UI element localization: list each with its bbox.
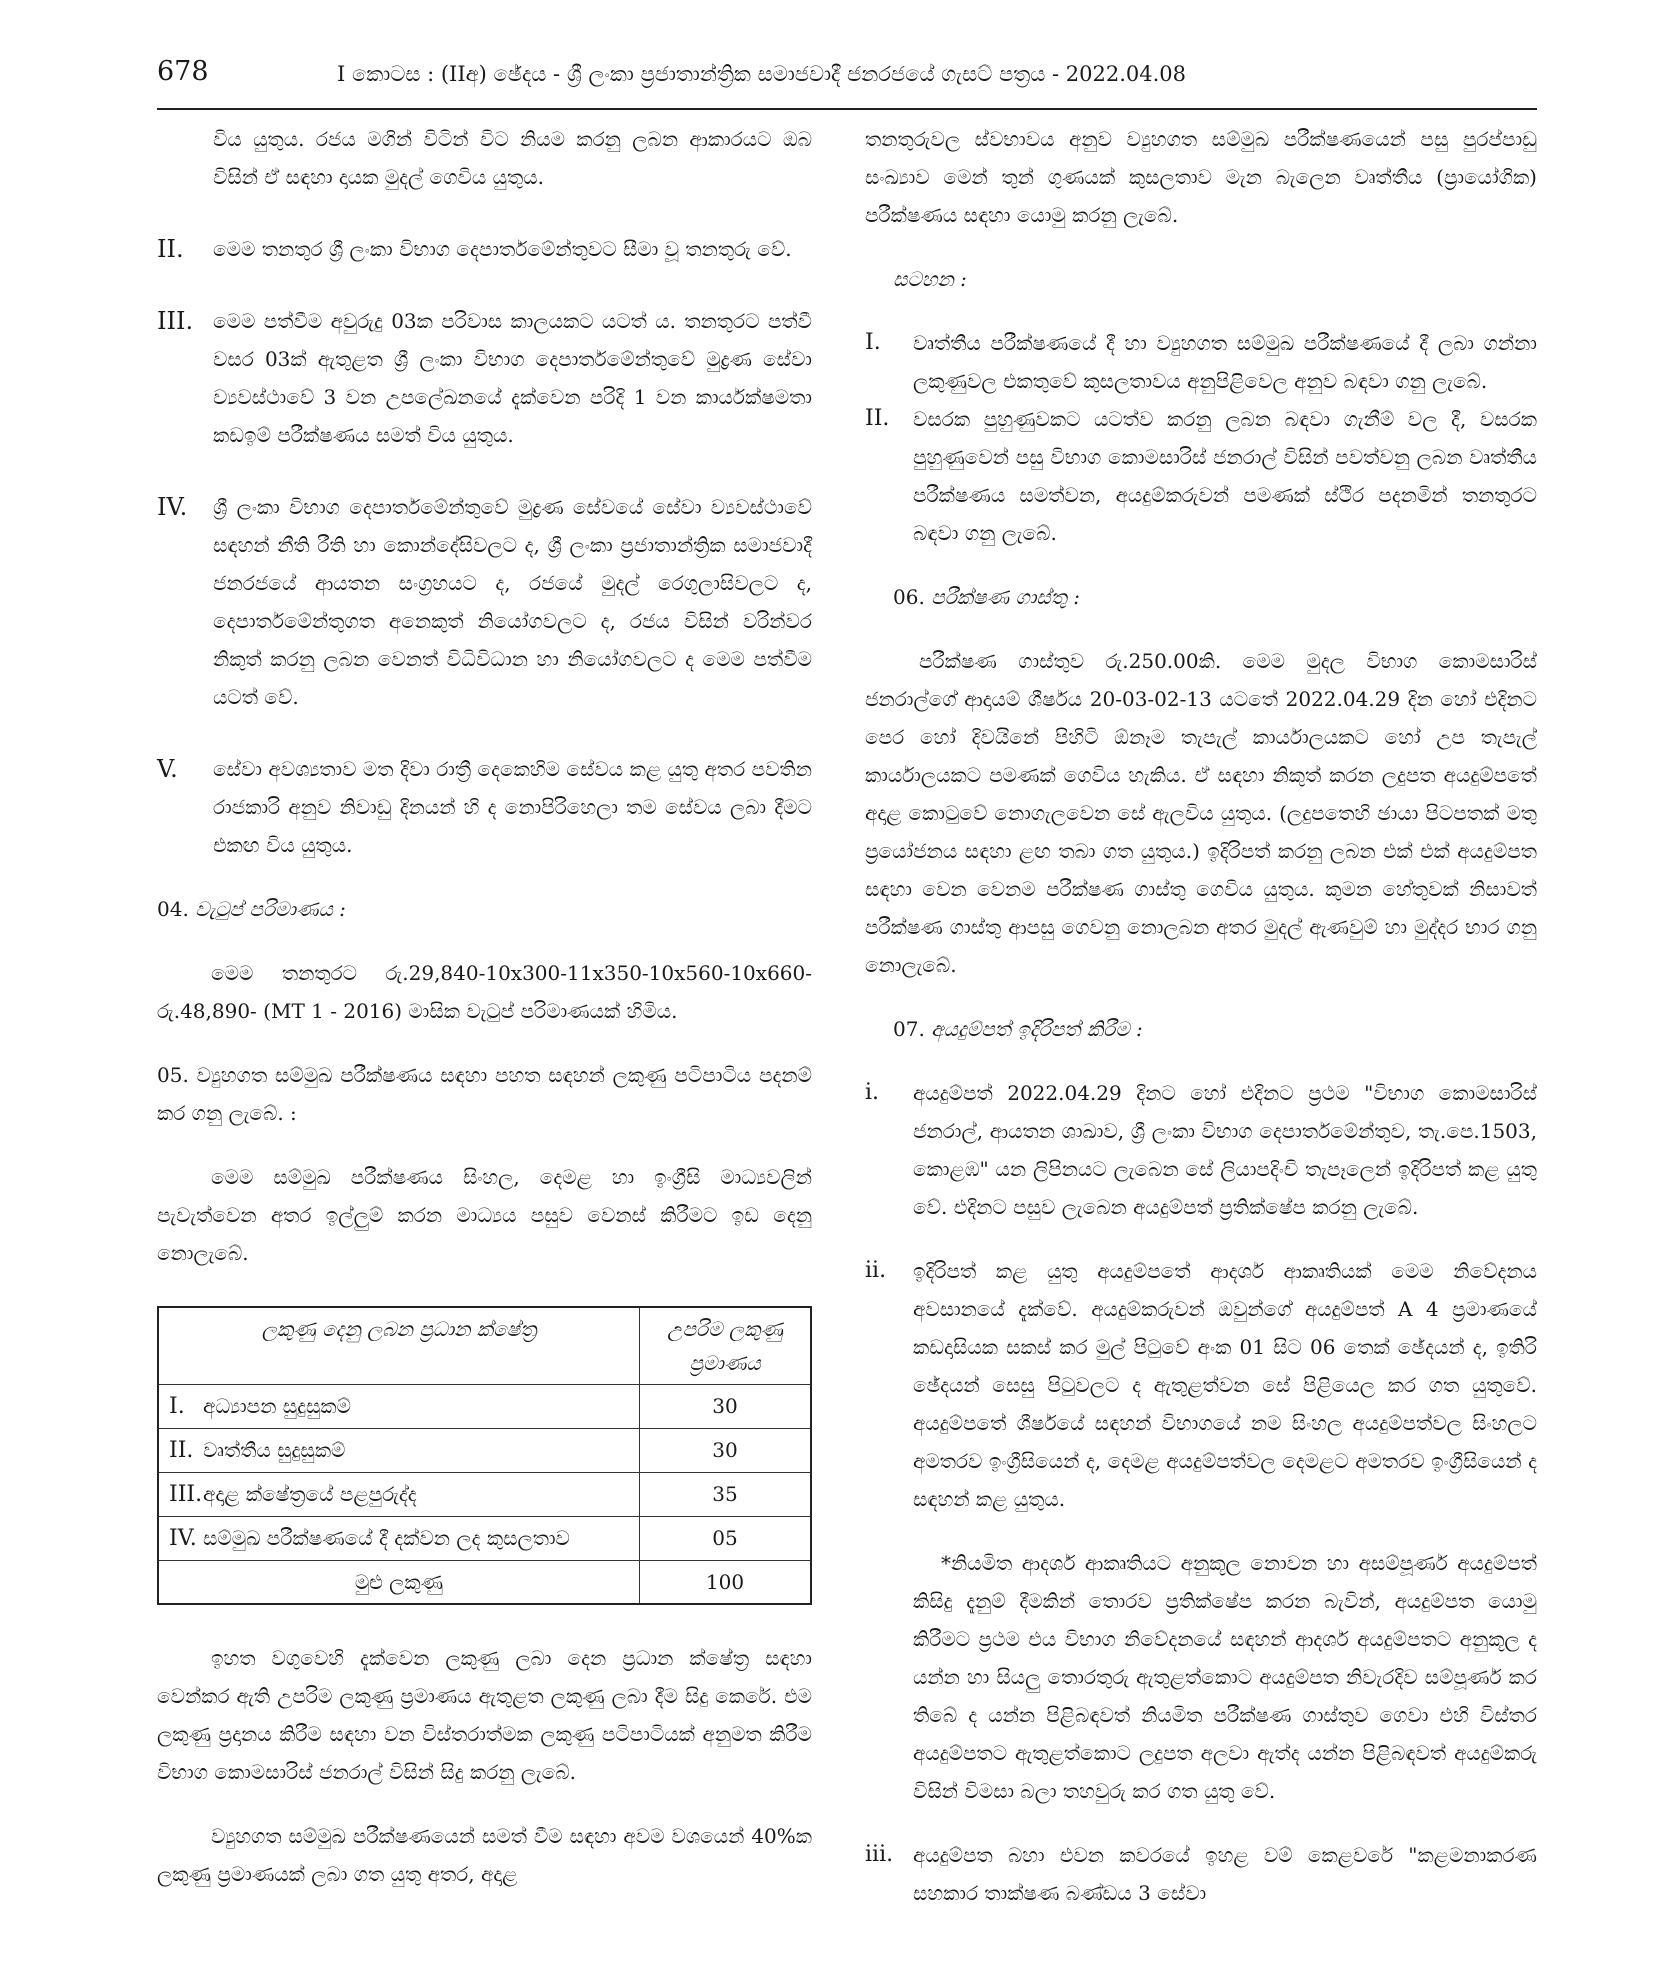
item-number: V. (157, 755, 178, 783)
item-number: i. (865, 1080, 880, 1105)
table-total-row (158, 1561, 811, 1605)
section-heading-applications (865, 1010, 1537, 1048)
salary-scale-text: මෙම තනතුරට රු.29,840-10x300-11x350-10x560-10x660-රු.48,890- (MT 1 - 2016) මාසික වැටුප් පරිමාණයක් හිමිය. (157, 961, 812, 1023)
row-number: I. (169, 1394, 185, 1419)
row-number: III. (169, 1482, 203, 1507)
row-number: II. (169, 1438, 194, 1463)
list-item (157, 488, 812, 716)
row-marks: 35 (640, 1473, 812, 1517)
note-heading: සටහන : (893, 267, 967, 291)
item-text: ශ්‍රී ලංකා විභාග දෙපාර්තමේන්තුවේ මුද්‍රණ සේවයේ සේවා ව්‍යවස්ථාවේ සඳහන් නීති රීති හා කොන්දේසිවලට ද, ශ්‍රී ලංකා ප්‍රජාතාන්ත්‍රික සමාජවාදී ජනරජයේ ආයතන සංග්‍රහයට ද, රජයේ මුදල් රෙගුලාසිවලට ද, දෙපාර්තමේන්තුගත අනෙකුත් නියෝගවලට ද, රජය විසින් වරින්වර නිකුත් කරනු ලබන වෙනත් විධිවිධාන හා නියෝගවලට ද මෙම පත්වීම යටත් වේ. (213, 495, 812, 709)
interview-medium-text: මෙම සම්මුඛ පරීක්ෂණය සිංහල, දෙමළ හා ඉංග්‍රීසි මාධ්‍යවලින් පැවැත්වෙන අතර ඉල්ලුම් කරන මාධ්‍යය පසුව වෙනස් කිරීමට ඉඩ දෙනු නොලැබේ. (157, 1165, 812, 1265)
page-header (157, 56, 1537, 96)
note-number: I. (865, 330, 881, 355)
item-text: සේවා අවශ්‍යතාව මත දිවා රාත්‍රී දෙකෙහිම සේවය කළ යුතු අතර පවතින රාජකාරි අනුව නිවාඩු දිනයන් හි ද නොපිරිහෙලා තම සේවය ලබා දීමට එකඟ විය යුතුය. (213, 757, 812, 857)
section-title: අයදුම්පත් ඉදිරිපත් කිරීම : (931, 1017, 1143, 1041)
item-number: II. (157, 235, 184, 263)
total-value: 100 (640, 1561, 812, 1605)
item-text: අයදුම්පත් 2022.04.29 දිනට හෝ එදිනට ප්‍රථම "විභාග කොමසාරිස් ජනරාල්, ආයතන ශාඛාව, ශ්‍රී ලංකා විභාග දෙපාර්තමේන්තුව, තැ.පෙ.1503, කොළඹ" යන ලිපිනයට ලැබෙන සේ ලියාපදිංචි තැපෑලෙන් ඉදිරිපත් කළ යුතු වේ. එදිනට පසුව ලැබෙන අයදුම්පත් ප්‍රතික්ෂේප කරනු ලැබේ. (913, 1081, 1537, 1219)
note-item (865, 324, 1537, 400)
page-number: 678 (157, 56, 209, 87)
table-row (158, 1429, 811, 1473)
list-item (157, 750, 812, 864)
application-item (865, 1074, 1537, 1226)
item-number: ii. (865, 1258, 887, 1283)
item-number: IV. (157, 493, 188, 521)
note-text: වෘත්තීය පරීක්ෂණයේ දී හා ව්‍යුහගත සම්මුඛ පරීක්ෂණයේ දී ලබා ගන්නා ලකුණුවල එකතුවේ කුසලතාවය අනුපිළිවෙල අනුව බඳවා ගනු ලැබේ. (913, 331, 1537, 393)
list-item (157, 230, 812, 268)
item-text: ඉදිරිපත් කළ යුතු අයදුම්පතේ ආදර්ශ ආකෘතියක් මෙම නිවේදනය අවසානයේ දැක්වේ. අයදුම්කරුවන් ඔවුන්ගේ අයදුම්පත් A 4 ප්‍රමාණයේ කඩදාසියක සකස් කර මුල් පිටුවේ අංක 01 සිට 06 තෙක් ඡේදයන් ද, ඉතිරි ඡේදයන් සෙසු පිටුවලට ද ඇතුළත්වන සේ පිළියෙල කර ගත යුතුවේ. අයදුම්පතේ ශීර්ෂයේ සඳහන් විභාගයේ නම සිංහල අයදුම්පත්වල සිංහලට අමතරව ඉංග්‍රීසියෙන් ද, දෙමළ අයදුම්පත්වල දෙමළට අමතරව ඉංග්‍රීසියෙන් ද සඳහන් කළ යුතුය. (913, 1259, 1537, 1511)
row-number: IV. (169, 1526, 197, 1551)
note-number: II. (865, 406, 890, 431)
section-number: 04. (157, 897, 189, 921)
table-header-row (158, 1307, 811, 1385)
note-item (865, 400, 1537, 552)
star-note: *නියමිත ආදර්ශ ආකෘතියට අනුකූල නොවන හා අසම්පූර්ණ අයදුම්පත් කිසිදු දැනුම් දීමකින් තොරව ප්‍රතික්ෂේප කරන බැවින්, අයදුම්පත යොමු කිරීමට ප්‍රථම එය විභාග නිවේදනයේ සඳහන් ආදර්ශ අයදුම්පතට අනුකූල ද යන්න හා සියලු තොරතුරු ඇතුළත්කොට අයදුම්පත නිවැරදිව සම්පූර්ණ කර තිබේ ද යන්න පිළිබඳවත් නියමිත පරීක්ෂණ ගාස්තුව ගෙවා එහි විස්තර අයදුම්පතට ඇතුළත්කොට ලදුපත අලවා ඇත්ද යන්න පිළිබඳවත් අයදුම්කරු විසින් විමසා බලා තහවුරු කර ගත යුතු වේ. (913, 1551, 1537, 1803)
table-header-field: ලකුණු දෙනු ලබන ප්‍රධාන ක්ෂේත්‍ර (158, 1307, 640, 1385)
application-item (865, 1836, 1537, 1912)
item-text: අයදුම්පත බහා එවන කවරයේ ඉහළ වම් කෙළවරේ "කළමනාකරණ සහකාර තාක්ෂණ බණ්ඩය 3 සේවා (913, 1843, 1537, 1905)
list-item (157, 302, 812, 454)
total-label: මුළු ලකුණු (158, 1561, 640, 1605)
section-title: පරීක්ෂණ ගාස්තු : (931, 585, 1080, 609)
paragraph-continuation: තනතුරුවල ස්වභාවය අනුව ව්‍යුහගත සම්මුඛ පරීක්ෂණයෙන් පසු පුරප්පාඩු සංඛ්‍යාව මෙන් තුන් ගුණයක් කුසලතාව මැන බැලෙන වෘත්තීය (ප්‍රායෝගික) පරීක්ෂණය සඳහා යොමු කරනු ලැබේ. (865, 127, 1537, 227)
pass-mark-text: ව්‍යුහගත සම්මුඛ පරීක්ෂණයෙන් සමත් වීම සඳහා අවම වශයෙන් 40%ක ලකුණු ප්‍රමාණයක් ලබා ගත යුතු අතර, අදාළ (157, 1824, 812, 1886)
table-row (158, 1385, 811, 1429)
row-label: අදාළ ක්ෂේත්‍රයේ පළපුරුද්ද (203, 1482, 417, 1506)
row-label: අධ්‍යාපන සුදුසුකම් (203, 1394, 352, 1418)
fees-text: පරීක්ෂණ ගාස්තුව රු.250.00කි. මෙම මුදල විභාග කොමසාරිස් ජනරාල්ගේ ආදායම් ශීර්ෂය 20-03-02-13 යටතේ 2022.04.29 දින හෝ එදිනට පෙර හෝ දිවයිනේ පිහිටි ඕනෑම තැපැල් කාර්යාලයකට හෝ උප තැපැල් කාර්යාලයකට පමණක් ගෙවිය හැකිය. ඒ සඳහා නිකුත් කරන ලදුපත අයදුම්පතේ අදාළ කොටුවේ නොගැලවෙන සේ ඇලවිය යුතුය. (ලදුපතෙහි ඡායා පිටපතක් මතු ප්‍රයෝජනය සඳහා ළඟ තබා ගත යුතුය.) ඉදිරිපත් කරනු ලබන එක් එක් අයදුම්පත සඳහා වෙන වෙනම පරීක්ෂණ ගාස්තු ගෙවිය යුතුය. කුමන හේතුවක් නිසාවත් පරීක්ෂණ ගාස්තු ආපසු ගෙවනු නොලබන අතර මුදල් ඇණවුම් හා මුද්දර භාර ගනු නොලැබේ. (865, 649, 1537, 977)
note-text: වසරක පුහුණුවකට යටත්ව කරනු ලබන බඳවා ගැනීම් වල දී, වසරක පුහුණුවෙන් පසු විභාග කොමසාරිස් ජනරාල් විසින් පවත්වනු ලබන වෘත්තීය පරීක්ෂණය සමත්වන, අයදුම්කරුවන් පමණක් ස්ථිර පදනමින් තනතුරට බඳවා ගනු ලැබේ. (913, 407, 1537, 545)
after-table-text: ඉහත වගුවෙහි දැක්වෙන ලකුණු ලබා දෙන ප්‍රධාන ක්ෂේත්‍ර සඳහා වෙන්කර ඇති උපරිම ලකුණු ප්‍රමාණය ඇතුළත ලකුණු ලබා දීම සිදු කෙරේ. එම ලකුණු ප්‍රදානය කිරීම සඳහා වන විස්තරාත්මක ලකුණු පටිපාටියක් අනුමත කිරීම විභාග කොමසාරිස් ජනරාල් විසින් සිදු කරනු ලැබේ. (157, 1646, 812, 1784)
row-marks: 30 (640, 1385, 812, 1429)
item-text: මෙම පත්වීම අවුරුදු 03ක පරිවාස කාලයකට යටත් ය. තනතුරට පත්වී වසර 03ක් ඇතුළත ශ්‍රී ලංකා විභාග දෙපාර්තමේන්තුවේ මුද්‍රණ සේවා ව්‍යවස්ථාවේ 3 වන උපලේඛනයේ දැක්වෙන පරිදි 1 වන කාර්යක්ෂමතා කඩඉම් පරීක්ෂණය සමත් විය යුතුය. (213, 309, 812, 447)
section-heading-fees (865, 578, 1537, 616)
row-marks: 30 (640, 1429, 812, 1473)
header-title: I කොටස : (IIඅ) ඡේදය - ශ්‍රී ලංකා ප්‍රජාතාන්ත්‍රික සමාජවාදී ජනරජයේ ගැසට් පත්‍රය - 2022.04.08 (337, 62, 1187, 86)
table-row (158, 1517, 811, 1561)
section-heading-salary (157, 890, 812, 928)
item-number: III. (157, 307, 194, 335)
row-label: සම්මුඛ පරීක්ෂණයේ දී දක්වන ලද කුසලතාව (203, 1526, 570, 1550)
item-text: මෙම තනතුර ශ්‍රී ලංකා විභාග දෙපාර්තමේන්තුවට සීමා වූ තනතුරු වේ. (213, 237, 792, 261)
row-marks: 05 (640, 1517, 812, 1561)
table-row (158, 1473, 811, 1517)
section-number: 07. (893, 1017, 925, 1041)
section-number: 06. (893, 585, 925, 609)
table-header-marks: උපරිම ලකුණු ප්‍රමාණය (640, 1307, 812, 1385)
application-item (865, 1252, 1537, 1518)
right-column (865, 120, 1537, 1912)
interview-intro: 05. ව්‍යුහගත සම්මුඛ පරීක්ෂණය සඳහා පහත සඳහන් ලකුණු පටිපාටිය පදනම් කර ගනු ලැබේ. : (157, 1063, 812, 1125)
item-number: iii. (865, 1842, 894, 1867)
section-title: වැටුප් පරිමාණය : (195, 897, 346, 921)
header-rule (157, 108, 1537, 110)
left-column (157, 120, 812, 1893)
row-label: වෘත්තීය සුදුසුකම් (203, 1438, 346, 1462)
paragraph-continuation: විය යුතුය. රජය මගින් විටින් විට නියම කරනු ලබන ආකාරයට ඔබ විසින් ඒ සඳහා දායක මුදල් ගෙවිය යුතුය. (213, 127, 812, 189)
marks-table (157, 1306, 812, 1605)
